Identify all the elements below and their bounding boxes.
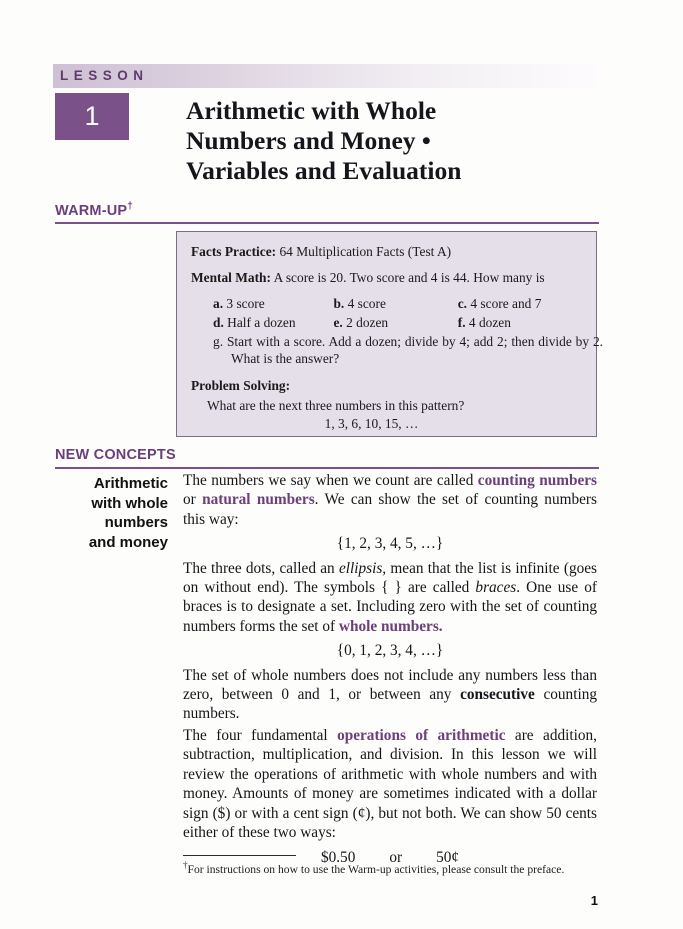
p1-text-c: . We can show the set of counting numbers this way: [183, 491, 597, 528]
term-natural-numbers: natural numbers [202, 491, 315, 509]
footnote-text: For instructions on how to use the Warm-up activities, please consult the preface. [187, 862, 565, 876]
item-text-g: Start with a score. Add a dozen; divide by 4; add 2; then divide by 2. What is the answer? [226, 334, 603, 366]
warmup-heading-text: WARM-UP [55, 202, 128, 219]
mental-math-row-2 [213, 314, 582, 331]
p1-text-a: The numbers we say when we count are called [183, 472, 478, 489]
display-set-whole: {0, 1, 2, 3, 4, …} [336, 642, 444, 660]
p2-text-b: mean that the list is infinite (goes on without end). The symbols { } are called [183, 559, 597, 597]
p2-text-c: . One use of braces is to designate a set. Including zero with the set of counting numbers forms the set of [183, 579, 597, 635]
sidebar-label-line-3: numbers [104, 514, 168, 531]
mental-math-item-e [333, 314, 457, 331]
facts-practice-label: Facts Practice: [191, 244, 277, 259]
sidebar-label-line-4: and money [88, 533, 168, 551]
new-concepts-heading: NEW CONCEPTS [55, 447, 176, 463]
lesson-word-label: LESSON [60, 68, 149, 83]
sidebar-topic-label [38, 474, 168, 552]
display-set-counting: {1, 2, 3, 4, 5, …} [336, 535, 444, 553]
mental-math-item-a [213, 295, 333, 312]
item-text-e: 2 dozen [346, 315, 389, 330]
item-letter-d: d. [213, 315, 224, 330]
body-paragraph-3 [183, 666, 597, 724]
body-paragraph-4 [183, 726, 597, 842]
facts-practice-text: 64 Multiplication Facts (Test A) [279, 244, 452, 259]
footnote [183, 858, 597, 877]
problem-solving-pattern: 1, 3, 6, 10, 15, … [324, 416, 419, 431]
sidebar-label-line-1: Arithmetic [93, 475, 168, 492]
p4-text-b: are addition, subtraction, multiplication, and division. In this lesson we will review the operations of arithmetic with whole numbers and with money. Amounts of money are sometimes indicated with a dollar sign ($) or with a cent sign (¢), but not both. We can show 50 cents either of these two ways: [183, 726, 597, 841]
mental-math-label: Mental Math: [191, 270, 271, 285]
p4-text-a: The four fundamental [183, 726, 338, 744]
item-text-b: 4 score [347, 296, 386, 311]
page-number: 1 [590, 893, 598, 908]
term-operations-of-arithmetic: operations of arithmetic [337, 726, 506, 744]
facts-practice-line [191, 243, 582, 260]
mental-math-item-b [333, 295, 457, 312]
item-letter-b: b. [333, 296, 345, 311]
item-text-a: 3 score [226, 296, 265, 311]
item-letter-g: g. [213, 334, 224, 349]
new-concepts-rule [55, 467, 599, 469]
lesson-body [183, 471, 597, 868]
sidebar-label-line-2: with whole [91, 494, 168, 512]
item-letter-c: c. [457, 296, 468, 311]
mental-math-item-f [458, 314, 582, 331]
warmup-rule [55, 222, 599, 224]
footnote-rule [183, 855, 296, 856]
warmup-heading [55, 201, 133, 219]
item-text-f: 4 dozen [468, 315, 511, 330]
mental-math-text: A score is 20. Two score and 4 is 44. How many is [273, 270, 545, 285]
page-title-line-1: Arithmetic with Whole [186, 96, 437, 125]
money-or: or [389, 849, 403, 867]
mental-math-item-c [458, 295, 582, 312]
p1-text-b: or [183, 491, 203, 509]
mental-math-item-d [213, 314, 333, 331]
p3-text-a: The set of whole numbers does not include any numbers less than zero, between 0 and 1, or between any [183, 666, 597, 704]
money-cent-form: 50¢ [436, 849, 460, 867]
italic-ellipsis: ellipsis, [338, 559, 387, 577]
term-counting-numbers: counting numbers [477, 472, 597, 489]
page-title [186, 96, 606, 186]
body-paragraph-1 [183, 471, 597, 529]
item-text-c: 4 score and 7 [470, 296, 542, 311]
money-dollar-form: $0.50 [320, 849, 356, 867]
p3-text-b: counting numbers. [183, 686, 597, 723]
item-letter-e: e. [333, 315, 343, 330]
warmup-dagger-icon: † [127, 201, 134, 212]
page-title-line-3: Variables and Evaluation [186, 156, 462, 185]
item-text-d: Half a dozen [227, 315, 296, 330]
lesson-number: 1 [84, 101, 100, 131]
italic-braces: braces [475, 579, 517, 597]
body-paragraph-2 [183, 559, 597, 637]
problem-solving-text: What are the next three numbers in this pattern? [207, 398, 465, 413]
mental-math-row-1 [213, 295, 582, 312]
item-letter-a: a. [213, 296, 224, 311]
page-title-line-2: Numbers and Money • [186, 126, 431, 155]
bold-consecutive: consecutive [460, 686, 535, 704]
footnote-dagger-icon: † [183, 860, 188, 870]
lesson-number-box [55, 93, 129, 140]
item-letter-f: f. [457, 315, 466, 330]
mental-math-item-g [213, 333, 603, 367]
term-whole-numbers: whole numbers. [338, 617, 443, 635]
mental-math-line [191, 269, 582, 286]
warmup-box [176, 231, 603, 437]
p2-text-a: The three dots, called an [183, 559, 339, 577]
problem-solving-label: Problem Solving: [191, 378, 291, 393]
